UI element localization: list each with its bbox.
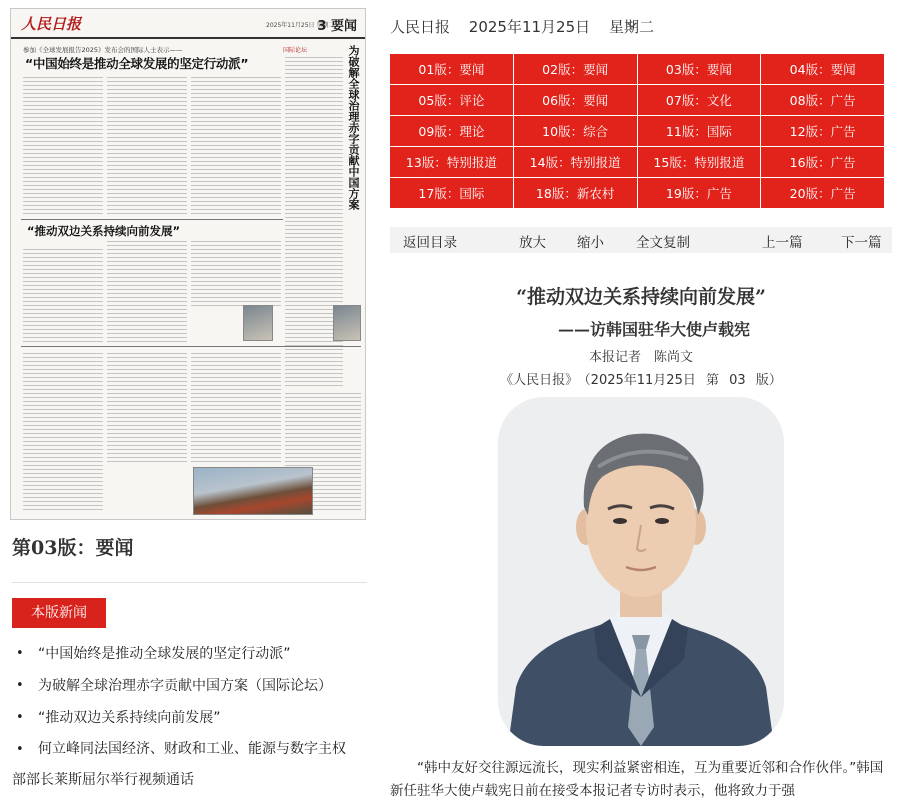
news-link[interactable]: “推动双边关系持续向前发展”	[38, 710, 221, 726]
thumbnail-text-column	[107, 353, 187, 463]
edition-link-15[interactable]: 15版：特别报道	[638, 147, 761, 177]
edition-link-02[interactable]: 02版：要闻	[514, 54, 637, 84]
thumbnail-page-label: 3 要闻	[317, 19, 357, 34]
divider	[12, 582, 367, 583]
thumbnail-text-column	[23, 77, 103, 217]
edition-link-12[interactable]: 12版：广告	[761, 116, 884, 146]
edition-link-17[interactable]: 17版：国际	[390, 178, 513, 208]
news-list-item[interactable]	[12, 670, 362, 702]
zoom-out-link[interactable]: 缩小	[577, 235, 604, 251]
edition-link-19[interactable]: 19版：广告	[638, 178, 761, 208]
thumbnail-rule	[21, 346, 361, 347]
news-link[interactable]: 为破解全球治理赤字贡献中国方案（国际论坛）	[38, 678, 332, 694]
this-page-news-tab[interactable]: 本版新闻	[12, 598, 106, 628]
edition-link-13[interactable]: 13版：特别报道	[390, 147, 513, 177]
source-date: （2025年11月25日	[584, 373, 696, 388]
thumbnail-kicker[interactable]: 参加《全球发展报告2025》发布会的国际人士表示——	[23, 46, 183, 54]
thumbnail-text-column	[191, 241, 281, 306]
edition-link-09[interactable]: 09版：理论	[390, 116, 513, 146]
ambassador-portrait	[498, 397, 784, 746]
source-paper: 《人民日报》	[500, 373, 579, 388]
back-to-index-link[interactable]: 返回目录	[403, 235, 457, 251]
article-byline: 本报记者 陈尚文	[588, 350, 693, 365]
source-page-suffix: 版）	[755, 373, 782, 388]
news-list-item[interactable]	[12, 638, 362, 670]
thumbnail-rule	[21, 219, 283, 220]
issue-date: 2025年11月25日	[468, 18, 591, 36]
thumbnail-text-column	[107, 77, 187, 217]
thumbnail-headline-1[interactable]: “中国始终是推动全球发展的坚定行动派”	[25, 56, 249, 71]
thumbnail-photo	[243, 305, 273, 341]
thumbnail-text-column	[23, 249, 103, 344]
edition-link-20[interactable]: 20版：广告	[761, 178, 884, 208]
newspaper-logo: 人民日报	[21, 15, 82, 33]
copy-full-text-link[interactable]: 全文复制	[636, 235, 690, 251]
thumbnail-text-column	[107, 241, 187, 344]
thumbnail-photo	[333, 305, 361, 341]
news-link[interactable]: “中国始终是推动全球发展的坚定行动派”	[38, 646, 291, 662]
thumbnail-masthead	[11, 9, 365, 39]
edition-link-03[interactable]: 03版：要闻	[638, 54, 761, 84]
news-list-item[interactable]	[12, 734, 362, 796]
thumbnail-text-column	[191, 77, 281, 217]
news-list	[12, 638, 362, 796]
paper-name: 人民日报	[390, 18, 451, 36]
edition-link-05[interactable]: 05版：评论	[390, 85, 513, 115]
edition-link-04[interactable]: 04版：要闻	[761, 54, 884, 84]
thumbnail-column-tag: 国际论坛	[283, 47, 308, 54]
newspaper-page-thumbnail[interactable]	[10, 8, 366, 520]
next-article-link[interactable]: 下一篇	[841, 235, 882, 251]
news-link[interactable]: 何立峰同法国经济、财政和工业、能源与数字主权	[38, 741, 346, 757]
edition-link-10[interactable]: 10版：综合	[514, 116, 637, 146]
edition-link-01[interactable]: 01版：要闻	[390, 54, 513, 84]
zoom-in-link[interactable]: 放大	[519, 235, 546, 251]
thumbnail-headline-2[interactable]: “推动双边关系持续向前发展”	[27, 224, 181, 238]
thumbnail-date: 2025年11月25日 星期二	[266, 22, 335, 29]
chevron-down-icon[interactable]	[627, 20, 637, 30]
edition-link-16[interactable]: 16版：广告	[761, 147, 884, 177]
news-link-continued[interactable]: 部部长莱斯屈尔举行视频通话	[12, 772, 194, 788]
previous-article-link[interactable]: 上一篇	[762, 235, 803, 251]
article-title: “推动双边关系持续向前发展”	[516, 286, 766, 308]
edition-grid	[390, 54, 884, 208]
edition-link-07[interactable]: 07版：文化	[638, 85, 761, 115]
portrait-illustration	[498, 397, 784, 746]
source-page-prefix: 第	[705, 373, 719, 388]
article-source	[390, 369, 892, 388]
thumbnail-text-column	[191, 353, 281, 463]
edition-link-14[interactable]: 14版：特别报道	[514, 147, 637, 177]
issue-weekday: 星期二	[608, 18, 654, 36]
source-page-number: 03	[729, 373, 746, 388]
article-subtitle: ——访韩国驻华大使卢载宪	[557, 320, 750, 339]
article-toolbar	[390, 227, 892, 253]
thumbnail-photo-train	[193, 467, 313, 515]
edition-link-08[interactable]: 08版：广告	[761, 85, 884, 115]
edition-link-18[interactable]: 18版：新农村	[514, 178, 637, 208]
edition-link-06[interactable]: 06版：要闻	[514, 85, 637, 115]
edition-link-11[interactable]: 11版：国际	[638, 116, 761, 146]
news-list-item[interactable]	[12, 702, 362, 734]
page-title: 第03版：要闻	[12, 537, 134, 559]
thumbnail-text-column	[23, 353, 103, 513]
thumbnail-vertical-headline[interactable]: 为破解全球治理赤字贡献中国方案	[347, 45, 360, 210]
article-body: “韩中友好交往源远流长，现实利益紧密相连，互为重要近邻和合作伙伴。”韩国新任驻华大使卢载宪日前在接受本报记者专访时表示，他将致力于强	[390, 760, 884, 799]
